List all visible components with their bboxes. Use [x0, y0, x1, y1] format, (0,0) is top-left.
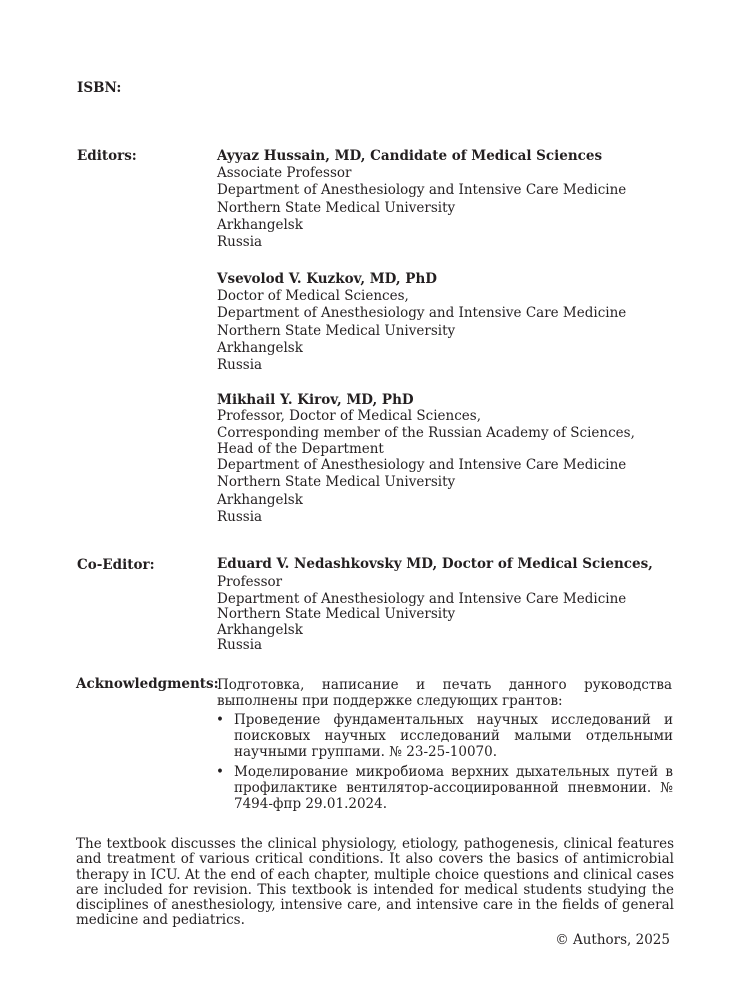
bullet-icon: •	[216, 764, 224, 780]
grant-text: Проведение фундаментальных научных исследований и поисковых научных исследований малыми отдельными научными группами. № 23-25-10070.	[234, 712, 673, 760]
co-editor-label: Co-Editor:	[77, 557, 155, 573]
editor-affiliation-line: Corresponding member of the Russian Academy of Sciences,	[217, 424, 635, 441]
isbn-label: ISBN:	[77, 80, 122, 96]
book-summary: The textbook discusses the clinical physiology, etiology, pathogenesis, clinical features and treatment of various critical conditions. It also covers the basics of antimicrobial therapy in ICU. At the end of each chapter, multiple choice questions and clinical cases are included for revision. This textbook is intended for medical students studying the disciplines of anesthesiology, intensive care, and intensive care in the fields of general medicine and pediatrics.	[76, 836, 674, 929]
editor-block-hussain	[217, 148, 626, 251]
co-editor-affiliation-line: Russia	[217, 637, 263, 653]
editor-affiliation-line: Russia	[217, 356, 263, 373]
editor-affiliation-line: Arkhangelsk	[217, 216, 303, 233]
editor-affiliation-line: Russia	[217, 508, 263, 525]
editor-name: Mikhail Y. Kirov, MD, PhD	[217, 392, 414, 408]
editor-affiliation-line: Doctor of Medical Sciences,	[217, 288, 409, 305]
editor-affiliation-line: Professor, Doctor of Medical Sciences,	[217, 408, 481, 425]
co-editor-affiliation-line: Professor	[217, 573, 283, 590]
bullet-icon: •	[216, 712, 224, 728]
co-editor-affiliation-line: Arkhangelsk	[217, 621, 303, 638]
editor-affiliation-line: Department of Anesthesiology and Intensive Care Medicine	[217, 305, 627, 322]
editor-affiliation-line: Northern State Medical University	[217, 474, 456, 491]
editor-name: Ayyaz Hussain, MD, Candidate of Medical Sciences	[217, 148, 603, 164]
editor-affiliation-line: Head of the Department	[217, 440, 384, 457]
grant-text: Моделирование микробиома верхних дыхательных путей в профилактике вентилятор-ассоциированной пневмонии. № 7494-фпр 29.01.2024.	[234, 764, 673, 812]
editor-affiliation-line: Department of Anesthesiology and Intensive Care Medicine	[217, 182, 627, 199]
editor-affiliation-line: Associate Professor	[217, 165, 352, 182]
editor-block-kuzkov	[217, 271, 626, 374]
co-editor-name: Eduard V. Nedashkovsky MD, Doctor of Medical Sciences,	[217, 556, 653, 572]
co-editor-block	[217, 557, 653, 655]
editor-affiliation-line: Arkhangelsk	[217, 491, 303, 508]
co-editor-affiliation-line: Northern State Medical University	[217, 606, 456, 622]
editor-affiliation-line: Northern State Medical University	[217, 199, 456, 216]
editor-affiliation-line: Northern State Medical University	[217, 322, 456, 339]
editor-block-kirov	[217, 392, 635, 526]
editor-name: Vsevolod V. Kuzkov, MD, PhD	[217, 271, 437, 287]
copyright-notice: © Authors, 2025	[555, 932, 670, 948]
grant-list-item	[216, 765, 673, 812]
editor-affiliation-line: Department of Anesthesiology and Intensive Care Medicine	[217, 457, 627, 474]
acknowledgments-intro: Подготовка, написание и печать данного руководства выполнены при поддержке следующих грантов:	[217, 677, 672, 709]
editor-affiliation-line: Arkhangelsk	[217, 339, 303, 356]
editor-affiliation-line: Russia	[217, 233, 263, 250]
grant-list-item	[216, 713, 673, 760]
editors-label: Editors:	[77, 148, 137, 164]
co-editor-affiliation-line: Department of Anesthesiology and Intensive Care Medicine	[217, 590, 627, 607]
acknowledgments-label: Acknowledgments:	[76, 676, 219, 692]
